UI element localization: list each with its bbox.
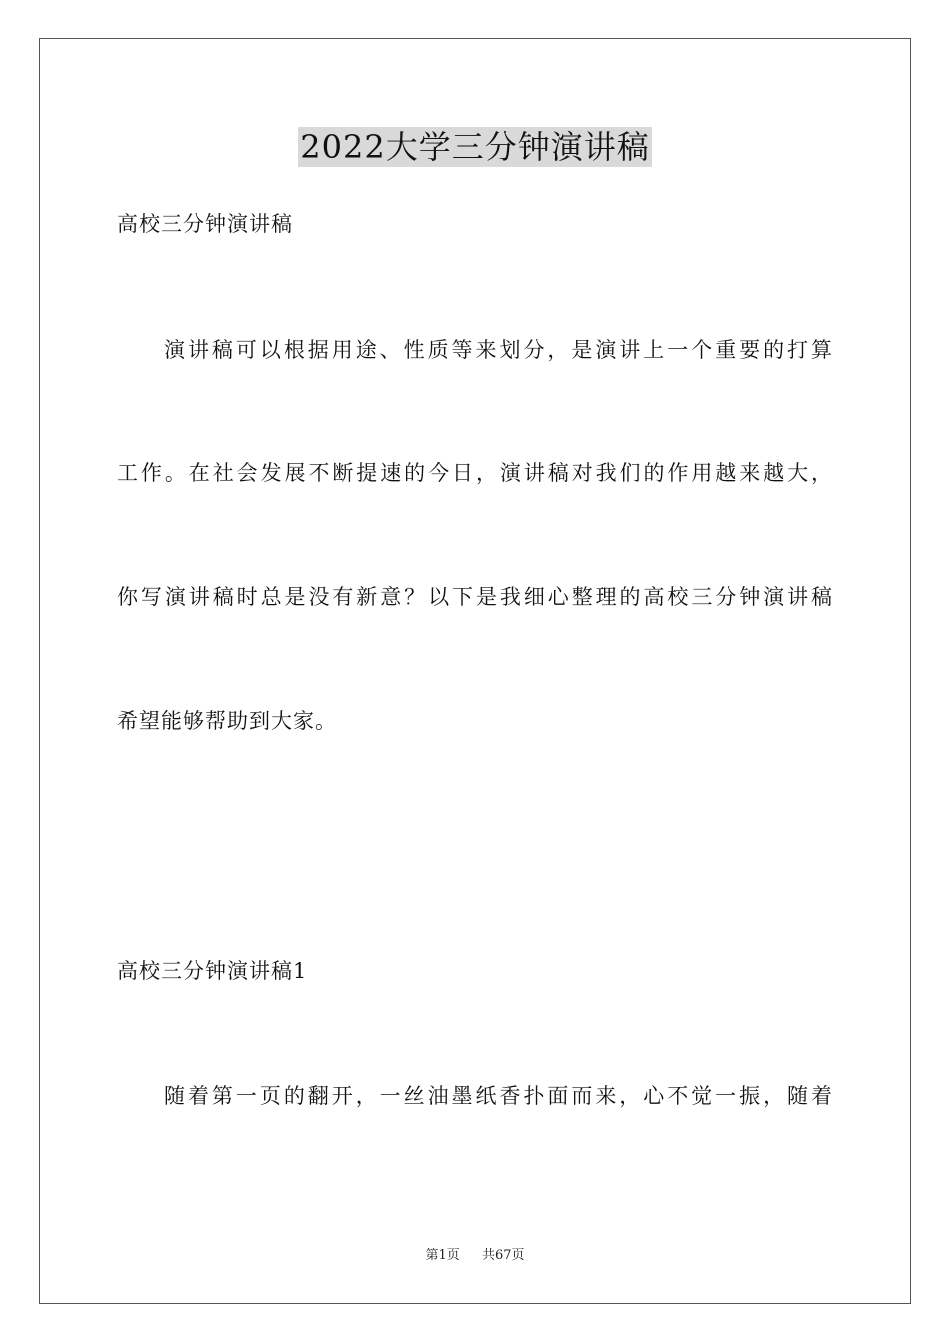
page-total: 共67页 bbox=[482, 1248, 525, 1263]
document-title-block bbox=[0, 127, 950, 167]
section-heading: 高校三分钟演讲稿1 bbox=[117, 959, 308, 983]
paragraph-line: 演讲稿可以根据用途、性质等来划分，是演讲上一个重要的打算 bbox=[164, 338, 833, 362]
page-footer bbox=[0, 1247, 950, 1265]
document-title: 2022大学三分钟演讲稿 bbox=[300, 128, 650, 166]
section-heading: 高校三分钟演讲稿 bbox=[117, 212, 293, 236]
paragraph-line: 希望能够帮助到大家。 bbox=[117, 709, 337, 733]
paragraph-line: 随着第一页的翻开，一丝油墨纸香扑面而来，心不觉一振，随着 bbox=[164, 1084, 833, 1108]
paragraph-line: 你写演讲稿时总是没有新意？以下是我细心整理的高校三分钟演讲稿 bbox=[117, 585, 833, 609]
paragraph-line: 工作。在社会发展不断提速的今日，演讲稿对我们的作用越来越大， bbox=[117, 461, 833, 485]
page-number: 第1页 bbox=[425, 1248, 460, 1263]
